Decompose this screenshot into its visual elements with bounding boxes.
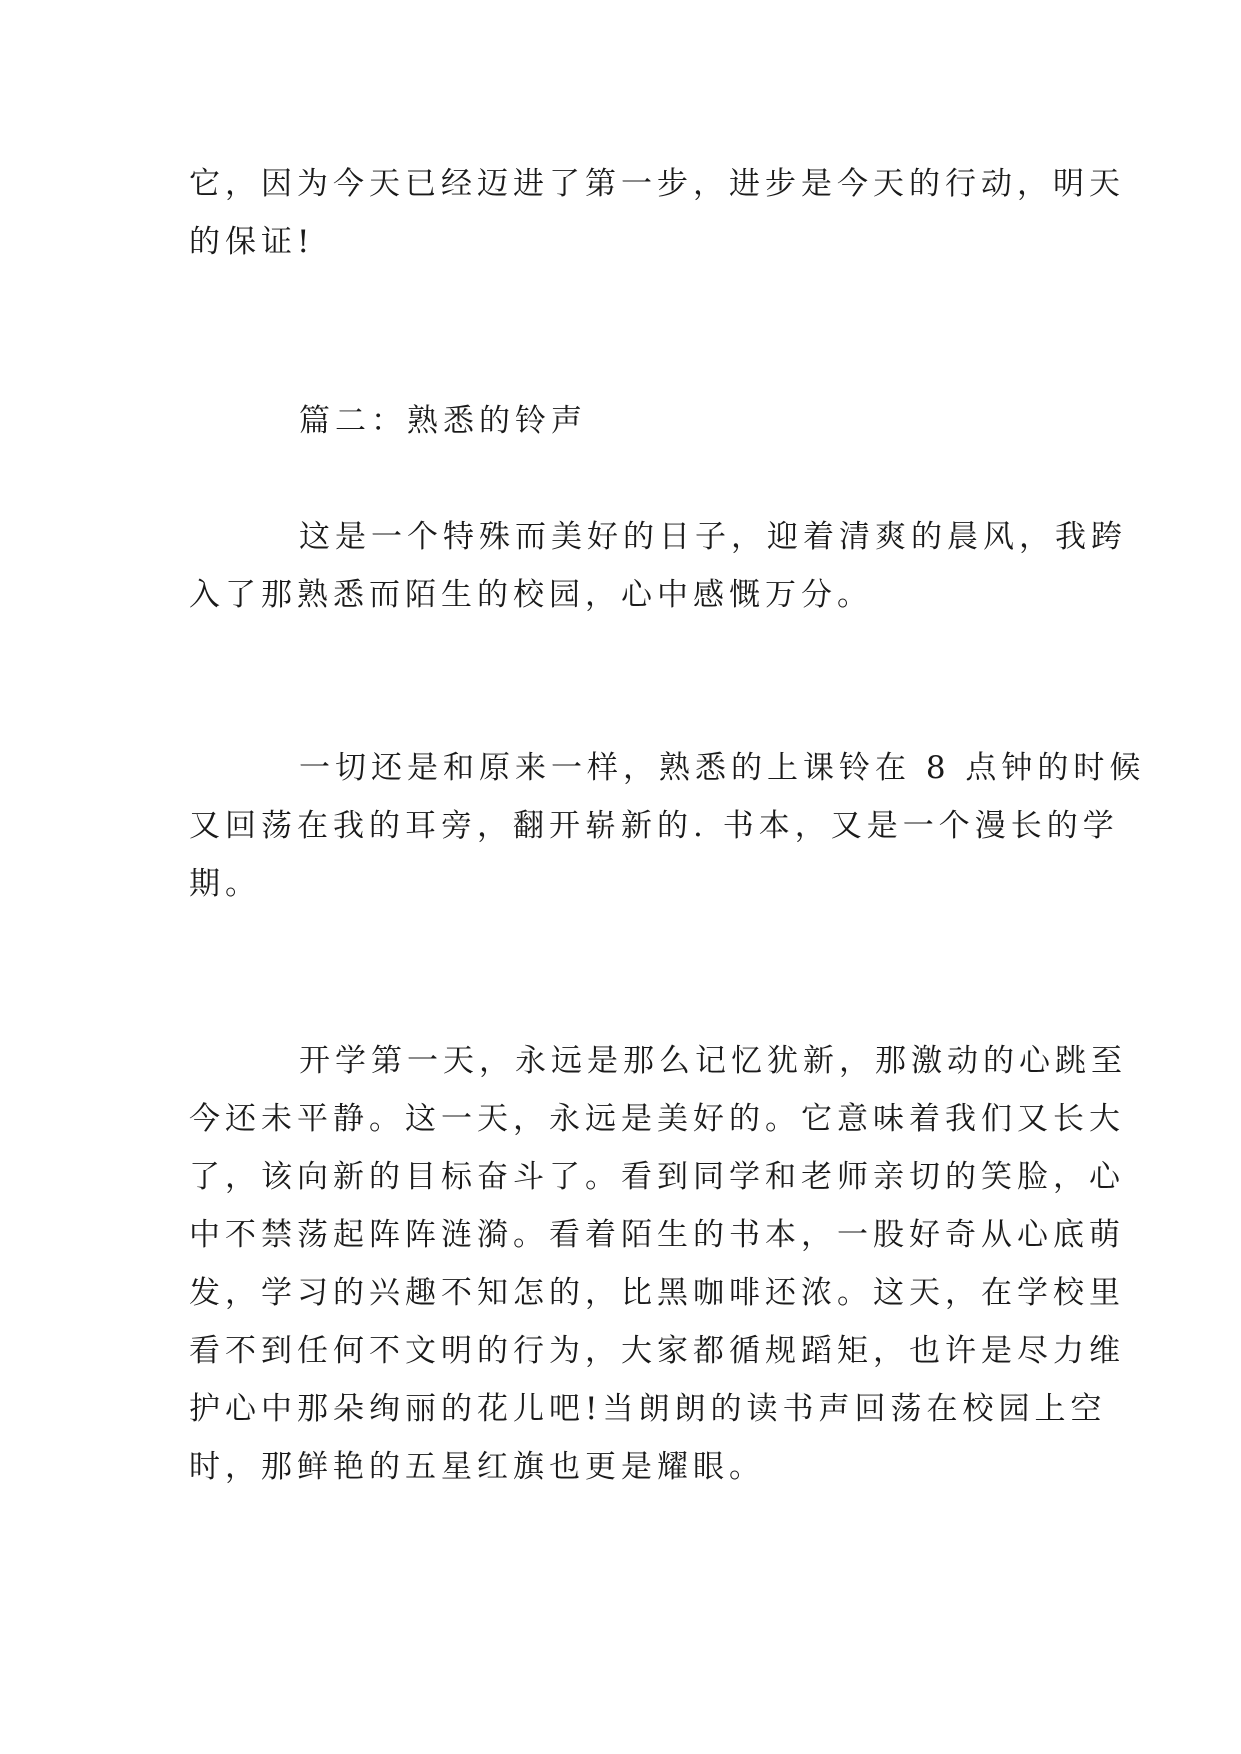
text-line: 中不禁荡起阵阵涟漪。看着陌生的书本，一股好奇从心底萌 bbox=[189, 1217, 1125, 1253]
paragraph-2 bbox=[189, 739, 1146, 913]
section-heading bbox=[189, 392, 1059, 450]
text-line: 它，因为今天已经迈进了第一步，进步是今天的行动，明天 bbox=[189, 166, 1125, 202]
text-line: 入了那熟悉而陌生的校园，心中感慨万分。 bbox=[189, 577, 873, 613]
text-line: 护心中那朵绚丽的花儿吧!当朗朗的读书声回荡在校园上空 bbox=[189, 1391, 1107, 1427]
text-line: 开学第一天，永远是那么记忆犹新，那激动的心跳至 bbox=[299, 1043, 1127, 1079]
text-line: 这是一个特殊而美好的日子，迎着清爽的晨风，我跨 bbox=[299, 519, 1127, 555]
text-line: 发，学习的兴趣不知怎的，比黑咖啡还浓。这天，在学校里 bbox=[189, 1275, 1125, 1311]
text-line: 的保证! bbox=[189, 224, 315, 260]
text-line: 一切还是和原来一样，熟悉的上课铃在 8 点钟的时候 bbox=[299, 750, 1146, 786]
text-line: 了，该向新的目标奋斗了。看到同学和老师亲切的笑脸，心 bbox=[189, 1159, 1125, 1195]
paragraph-3 bbox=[189, 1032, 1127, 1496]
text-line: 期。 bbox=[189, 866, 261, 902]
heading-text: 篇二：熟悉的铃声 bbox=[299, 403, 587, 439]
text-line: 今还未平静。这一天，永远是美好的。它意味着我们又长大 bbox=[189, 1101, 1125, 1137]
paragraph-continuation bbox=[189, 155, 1125, 271]
text-line: 时，那鲜艳的五星红旗也更是耀眼。 bbox=[189, 1449, 765, 1485]
paragraph-1 bbox=[189, 508, 1127, 624]
text-line: 又回荡在我的耳旁，翻开崭新的. 书本，又是一个漫长的学 bbox=[189, 808, 1119, 844]
text-line: 看不到任何不文明的行为，大家都循规蹈矩，也许是尽力维 bbox=[189, 1333, 1125, 1369]
